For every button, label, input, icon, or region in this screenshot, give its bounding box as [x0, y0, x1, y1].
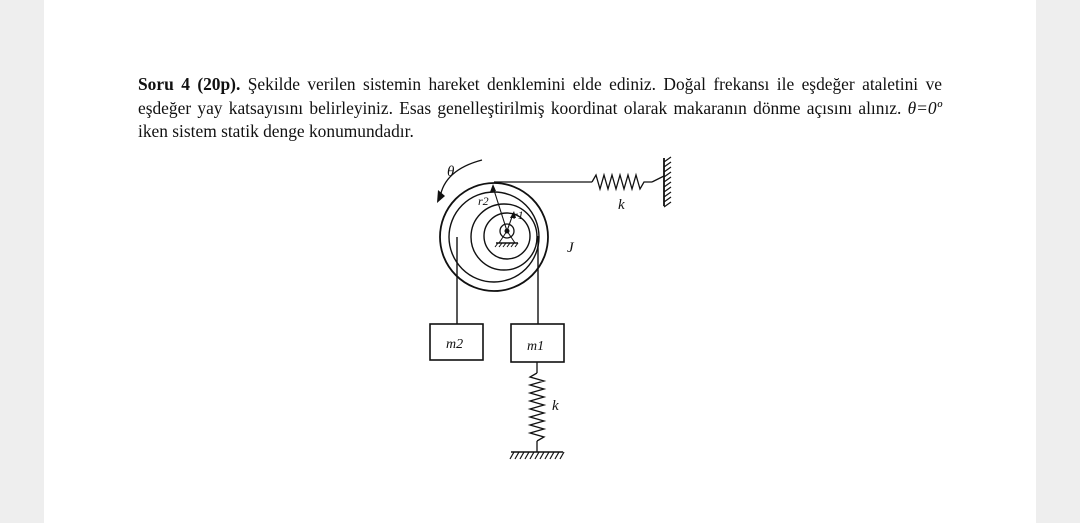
wall-support-right — [664, 157, 671, 207]
question-body-2: iken sistem statik denge konumundadır. — [138, 121, 414, 142]
document-page — [44, 0, 1036, 523]
k-bottom-label: k — [552, 398, 559, 414]
r2-label: r2 — [478, 194, 489, 208]
pulley — [440, 183, 548, 291]
mechanism-figure — [44, 0, 1036, 523]
k-top-label: k — [618, 197, 625, 213]
m1-label: m1 — [527, 339, 545, 354]
question-label: Soru 4 (20p). — [138, 74, 241, 95]
theta-condition: θ=0º — [907, 97, 942, 118]
r1-label: r1 — [513, 208, 524, 222]
ground-support-bottom — [510, 452, 564, 459]
question-body-1: Şekilde verilen sistemin hareket denklemini elde ediniz. Doğal frekansı ile eşdeğer ataletini ve eşdeğer yay katsayısını belirleyiniz. Esas genelleştirilmiş koordinat olarak makaranın dönme açısını alınız. — [138, 74, 942, 118]
bottom-spring — [530, 362, 544, 452]
m2-label: m2 — [446, 337, 464, 352]
theta-label: θ — [447, 164, 455, 180]
J-label: J — [567, 240, 574, 256]
top-spring — [494, 175, 664, 189]
